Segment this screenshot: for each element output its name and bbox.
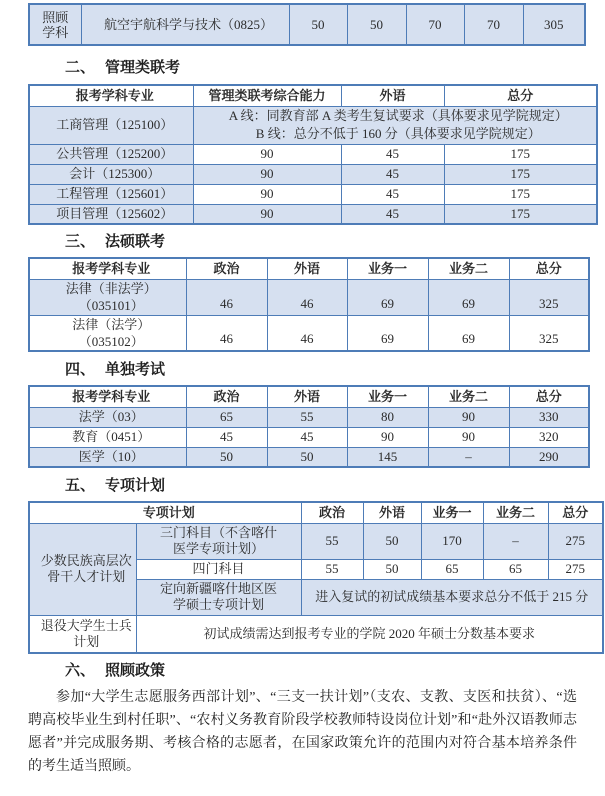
table-row [29, 106, 597, 144]
section-title: 单独考试 [105, 361, 166, 378]
program-group-cell: 退役大学生士兵计划 [29, 615, 136, 653]
table-row [29, 523, 603, 559]
column-header: 总分 [548, 502, 603, 523]
subject-set-cell: 定向新疆喀什地区医学硕士专项计划 [136, 579, 301, 615]
requirement-note-cell: 初试成绩需达到报考专业的学院 2020 年硕士分数基本要求 [136, 615, 603, 653]
major-line: 法律（非法学） [65, 281, 157, 296]
column-header: 业务一 [347, 258, 428, 279]
score-cell: 90 [428, 427, 509, 447]
score-cell: 46 [186, 279, 267, 315]
mba-requirement-cell [193, 106, 597, 144]
column-header: 业务一 [347, 386, 428, 407]
table-row [29, 184, 597, 204]
score-cell: 175 [444, 184, 597, 204]
table-row [29, 447, 589, 467]
column-header: 报考学科专业 [29, 85, 193, 106]
score-cell: 50 [267, 447, 347, 467]
score-cell: 145 [347, 447, 428, 467]
special-programs-table [28, 501, 604, 654]
column-header: 业务二 [428, 258, 509, 279]
requirement-note-cell: 进入复试的初试成绩基本要求总分不低于 215 分 [301, 579, 603, 615]
score-cell: 55 [267, 407, 347, 427]
header-row [29, 258, 589, 279]
score-cell: 90 [347, 427, 428, 447]
column-header: 总分 [509, 258, 589, 279]
score-cell: 90 [193, 144, 341, 164]
header-row [29, 502, 603, 523]
score-cell: 50 [363, 523, 421, 559]
score-cell: 70 [464, 4, 523, 45]
table-row [29, 4, 585, 45]
column-header: 管理类联考综合能力 [193, 85, 341, 106]
table-row [29, 279, 589, 315]
major-cell: 法学（03） [29, 407, 186, 427]
column-header: 业务一 [421, 502, 483, 523]
score-cell: 290 [509, 447, 589, 467]
major-line: 法律（法学） [72, 316, 151, 332]
carryover-score-table [28, 3, 586, 46]
score-cell: 90 [193, 164, 341, 184]
major-cell: 工商管理（125100） [29, 106, 193, 144]
major-cell: 会计（125300） [29, 164, 193, 184]
score-cell: 50 [289, 4, 347, 45]
section-title: 专项计划 [105, 477, 166, 494]
section-title: 法硕联考 [105, 233, 166, 250]
score-cell: 69 [347, 279, 428, 315]
column-header: 业务二 [483, 502, 548, 523]
section-number: 五、 [65, 477, 96, 494]
table-row [29, 164, 597, 184]
score-cell: 55 [301, 559, 363, 579]
section-heading-preferential-policy [65, 661, 605, 680]
major-cell: 医学（10） [29, 447, 186, 467]
major-code: （035102） [78, 333, 144, 349]
score-cell: 45 [341, 144, 444, 164]
score-cell: 320 [509, 427, 589, 447]
score-cell: 69 [347, 315, 428, 351]
score-cell: 50 [186, 447, 267, 467]
score-cell: 45 [341, 164, 444, 184]
score-cell: 65 [483, 559, 548, 579]
table-row [29, 615, 603, 653]
score-cell: 175 [444, 164, 597, 184]
column-header: 外语 [267, 386, 347, 407]
score-cell: 46 [267, 315, 347, 351]
column-header: 总分 [509, 386, 589, 407]
table-row [29, 315, 589, 351]
table-row [29, 407, 589, 427]
score-cell: 50 [363, 559, 421, 579]
table-row [29, 144, 597, 164]
major-cell [29, 279, 186, 315]
major-cell: 项目管理（125602） [29, 204, 193, 224]
header-row [29, 85, 597, 106]
score-cell: 90 [193, 204, 341, 224]
score-cell: 90 [428, 407, 509, 427]
score-cell: 69 [428, 315, 509, 351]
table-row [29, 427, 589, 447]
column-header: 政治 [301, 502, 363, 523]
column-header: 业务二 [428, 386, 509, 407]
subject-set-cell: 三门科目（不含喀什医学专项计划） [136, 523, 301, 559]
score-cell: 175 [444, 204, 597, 224]
management-exam-table [28, 84, 598, 225]
score-cell: 45 [341, 184, 444, 204]
score-cell: 70 [406, 4, 464, 45]
score-cell: 50 [347, 4, 406, 45]
category-cell: 照顾学科 [29, 4, 81, 45]
section-heading-law [65, 232, 605, 251]
score-cell: 69 [428, 279, 509, 315]
score-cell: 80 [347, 407, 428, 427]
section-heading-special-programs [65, 476, 605, 495]
mba-line-b: B 线：总分不低于 160 分（具体要求见学院规定） [255, 126, 541, 141]
section-number: 二、 [65, 59, 96, 76]
column-header: 报考学科专业 [29, 258, 186, 279]
separate-exam-table [28, 385, 590, 468]
major-cell: 公共管理（125200） [29, 144, 193, 164]
column-header: 报考学科专业 [29, 386, 186, 407]
score-cell: 65 [421, 559, 483, 579]
section-number: 三、 [65, 233, 96, 250]
column-header: 专项计划 [29, 502, 301, 523]
score-cell: 45 [341, 204, 444, 224]
column-header: 外语 [363, 502, 421, 523]
score-cell: 275 [548, 523, 603, 559]
section-title: 照顾政策 [105, 662, 166, 679]
column-header: 总分 [444, 85, 597, 106]
major-code: （035101） [78, 298, 144, 313]
section-heading-management [65, 58, 605, 77]
mba-line-a: A 线：同教育部 A 类考生复试要求（具体要求见学院规定） [228, 108, 568, 123]
column-header: 政治 [186, 258, 267, 279]
subject-set-cell: 四门科目 [136, 559, 301, 579]
score-cell: 170 [421, 523, 483, 559]
column-header: 政治 [186, 386, 267, 407]
major-cell [29, 315, 186, 351]
score-cell: 275 [548, 559, 603, 579]
score-cell: 45 [267, 427, 347, 447]
table-row [29, 204, 597, 224]
score-cell: 325 [509, 279, 589, 315]
score-cell: 330 [509, 407, 589, 427]
score-cell: 325 [509, 315, 589, 351]
score-cell: 65 [186, 407, 267, 427]
section-number: 六、 [65, 662, 96, 679]
score-cell: 46 [186, 315, 267, 351]
header-row [29, 386, 589, 407]
law-exam-table [28, 257, 590, 352]
score-cell: 46 [267, 279, 347, 315]
major-cell: 教育（0451） [29, 427, 186, 447]
score-cell: 45 [186, 427, 267, 447]
section-heading-separate-exam [65, 360, 605, 379]
score-cell: 175 [444, 144, 597, 164]
policy-paragraph: 参加“大学生志愿服务西部计划”、“三支一扶计划”（支农、支教、支医和扶贫）、“选聘高校毕业生到村任职”、“农村义务教育阶段学校教师特设岗位计划”和“赴外汉语教师志愿者”并完成服务期、考核合格的志愿者，在国家政策允许的范围内对符合基本培养条件的考生适当照顾。 [28, 690, 577, 774]
score-cell: 90 [193, 184, 341, 204]
score-cell: 305 [523, 4, 585, 45]
score-cell: – [428, 447, 509, 467]
score-cell: 55 [301, 523, 363, 559]
column-header: 外语 [341, 85, 444, 106]
score-cell: – [483, 523, 548, 559]
section-title: 管理类联考 [105, 59, 181, 76]
major-cell: 航空宇航科学与技术（0825） [81, 4, 289, 45]
column-header: 外语 [267, 258, 347, 279]
section-number: 四、 [65, 361, 96, 378]
major-cell: 工程管理（125601） [29, 184, 193, 204]
program-group-cell: 少数民族高层次骨干人才计划 [29, 523, 136, 615]
